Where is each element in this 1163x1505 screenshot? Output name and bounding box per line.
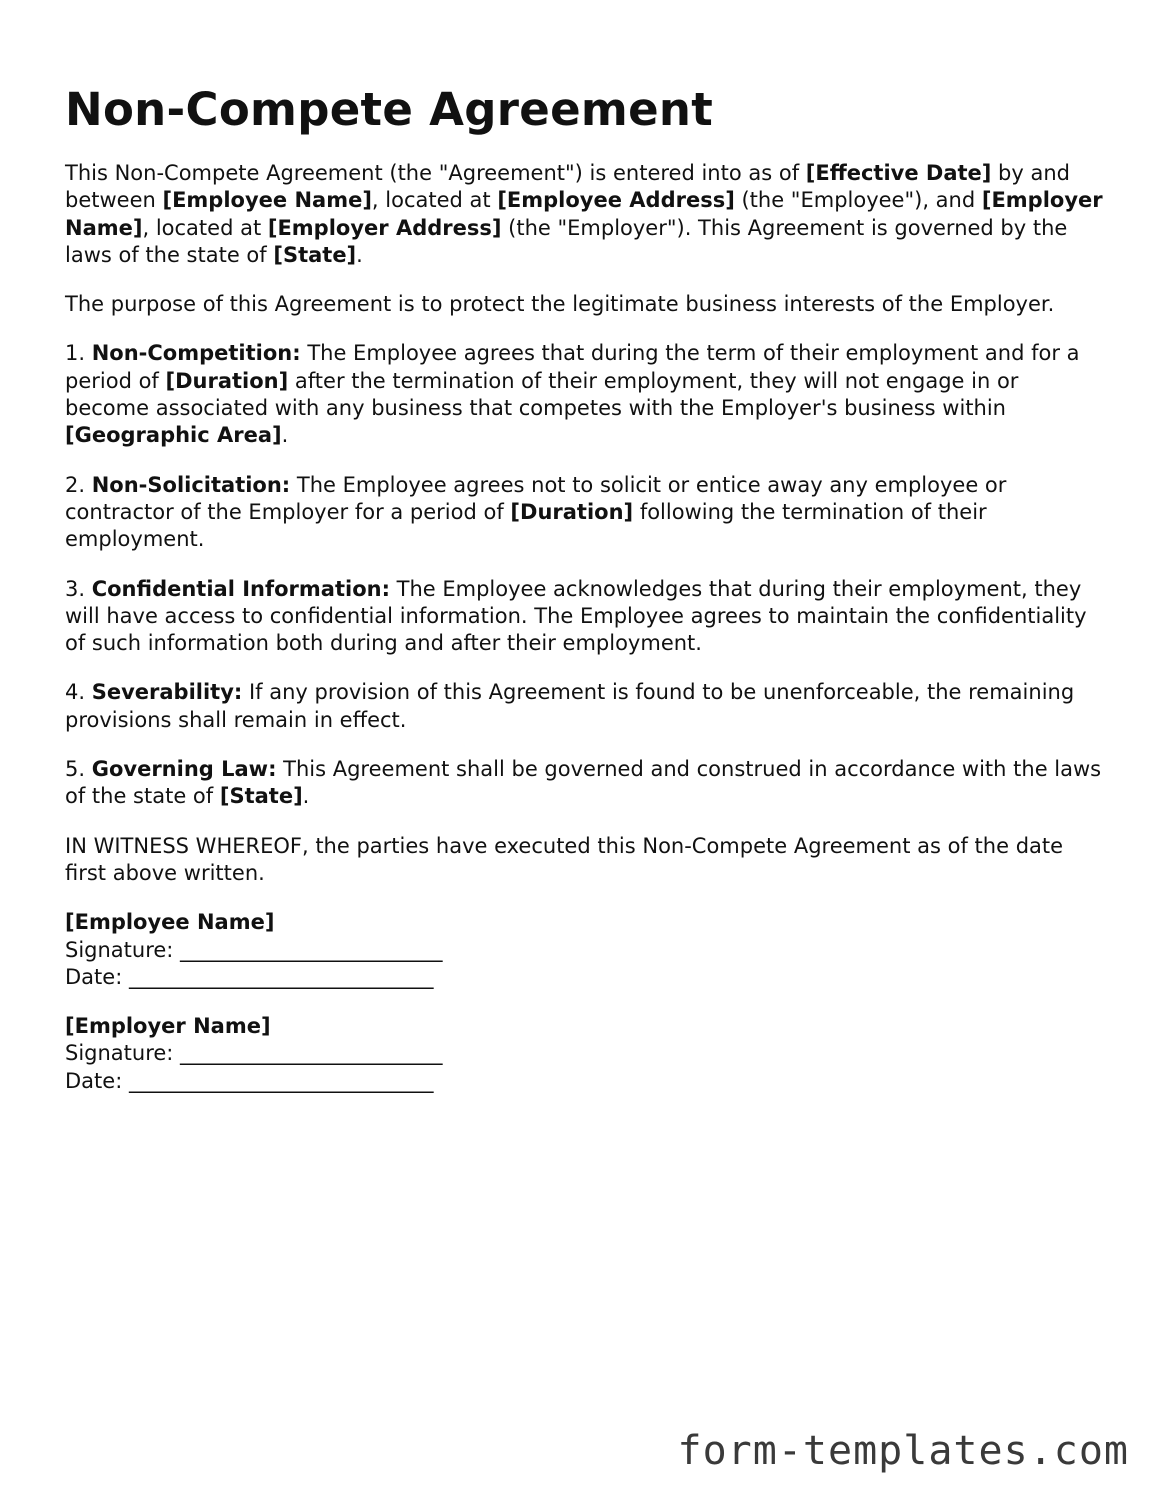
section-number: 3. xyxy=(65,576,92,601)
section-heading: Confidential Information: xyxy=(91,576,390,601)
section-number: 1. xyxy=(65,341,92,366)
section-text: If any provision of this Agreement is found to be unenforceable, the remaining provisions shall remain in effect. xyxy=(65,680,1075,732)
intro-text: This Non-Compete Agreement (the "Agreement") is entered into as of xyxy=(65,161,806,185)
date-line[interactable]: Date: _____________________________ xyxy=(65,964,434,989)
section-severability xyxy=(65,679,1105,734)
duration-placeholder: [Duration] xyxy=(165,368,289,393)
employer-signature-block xyxy=(65,1013,1105,1095)
signatory-name: [Employee Name] xyxy=(65,910,275,935)
intro-text: . xyxy=(356,242,363,267)
duration-placeholder: [Duration] xyxy=(510,499,634,524)
section-non-solicitation xyxy=(65,472,1105,554)
signature-line[interactable]: Signature: _________________________ xyxy=(65,937,443,962)
site-watermark: form-templates.com xyxy=(677,1428,1129,1474)
intro-text: (the "Employee"), and xyxy=(734,188,982,213)
signatory-name: [Employer Name] xyxy=(65,1014,271,1039)
intro-text: , located at xyxy=(142,215,268,240)
employee-address-placeholder: [Employee Address] xyxy=(497,188,735,213)
employee-signature-block xyxy=(65,909,1105,991)
section-text: . xyxy=(281,423,289,448)
section-text: . xyxy=(302,784,310,809)
section-text: This Agreement shall be governed and construed in accordance with the laws of the state of xyxy=(65,757,1102,809)
section-text: The Employee acknowledges that during their employment, they will have access to confidential information. The Employee agrees to maintain the confidentiality of such information both during and after their employment. xyxy=(65,576,1087,656)
state-placeholder: [State] xyxy=(219,784,303,809)
section-governing-law xyxy=(65,756,1105,811)
section-text: after the termination of their employment, they will not engage in or become associated with any business that competes with the Employer's business within xyxy=(65,368,1019,421)
section-heading: Governing Law: xyxy=(91,757,277,782)
section-number: 5. xyxy=(65,757,92,782)
intro-text: , located at xyxy=(371,188,498,213)
section-non-competition xyxy=(65,340,1105,449)
employer-name-placeholder: [Employer Name] xyxy=(65,188,1103,240)
section-text: The Employee agrees not to solicit or entice away any employee or contractor of the Employer for a period of xyxy=(65,472,1007,524)
section-number: 2. xyxy=(65,472,92,497)
intro-paragraph xyxy=(65,160,1105,269)
section-number: 4. xyxy=(65,680,92,705)
state-placeholder: [State] xyxy=(273,242,357,267)
signature-line[interactable]: Signature: _________________________ xyxy=(65,1041,443,1066)
section-heading: Severability: xyxy=(91,680,243,705)
employer-address-placeholder: [Employer Address] xyxy=(267,215,502,240)
section-confidential-information xyxy=(65,576,1105,658)
document-title: Non-Compete Agreement xyxy=(65,83,714,136)
employee-name-placeholder: [Employee Name] xyxy=(162,188,372,213)
section-text: following the termination of their employment. xyxy=(65,499,987,552)
section-heading: Non-Competition: xyxy=(91,341,301,366)
intro-text: (the "Employer"). This Agreement is governed by the laws of the state of xyxy=(65,215,1068,267)
geographic-area-placeholder: [Geographic Area] xyxy=(65,423,282,448)
date-line[interactable]: Date: _____________________________ xyxy=(65,1068,434,1093)
purpose-paragraph: The purpose of this Agreement is to protect the legitimate business interests of the Employer. xyxy=(65,292,1055,317)
effective-date-placeholder: [Effective Date] xyxy=(805,161,992,185)
witness-paragraph: IN WITNESS WHEREOF, the parties have executed this Non-Compete Agreement as of the date first above written. xyxy=(65,833,1064,885)
section-heading: Non-Solicitation: xyxy=(91,472,291,497)
document-page xyxy=(65,80,1105,1117)
intro-text: by and between xyxy=(65,161,1070,213)
section-text: The Employee agrees that during the term of their employment and for a period of xyxy=(65,341,1080,393)
